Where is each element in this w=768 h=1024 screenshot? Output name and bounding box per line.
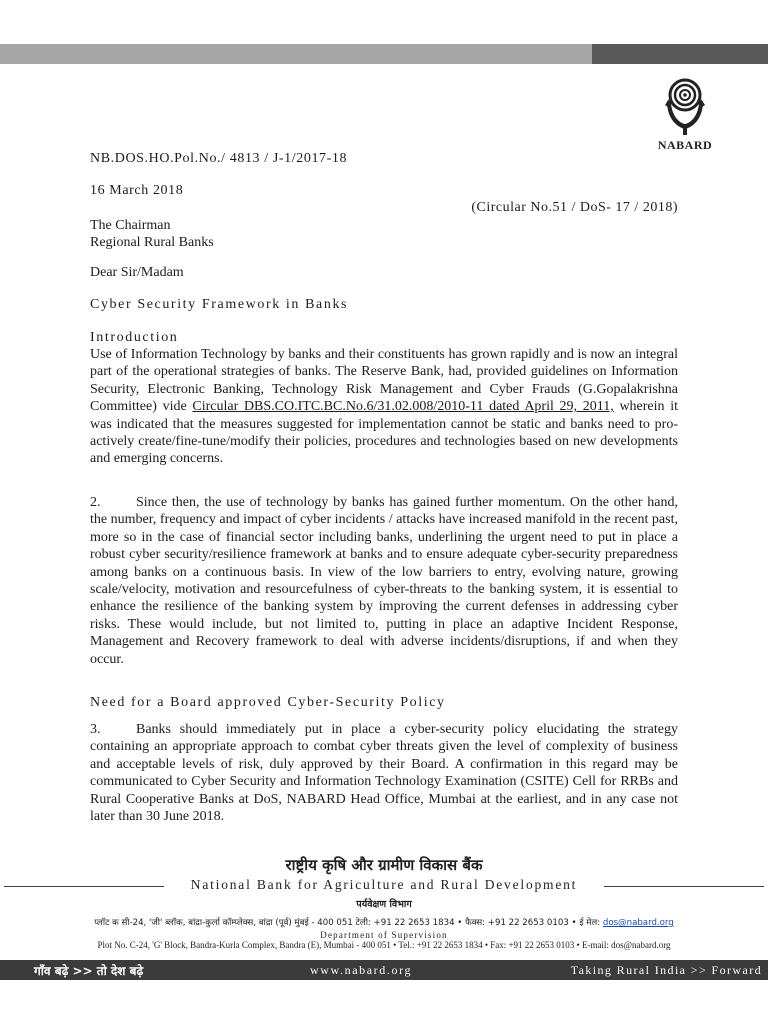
website-link[interactable]: www.nabard.org xyxy=(310,963,413,977)
paragraph-3-number: 3. xyxy=(90,722,101,737)
footer-department-hindi: पर्यवेक्षण विभाग xyxy=(356,899,412,910)
intro-text-2: wherein it was indicated that the measures suggested for implementation cannot be static and banks need to pro-actively create/fine-tune/modify their policies, procedures and technologies based on new developments and emerging concerns. xyxy=(90,399,679,467)
top-bar-light-segment xyxy=(0,44,592,64)
top-header-bar xyxy=(0,44,768,64)
footer-address-hindi xyxy=(0,916,768,928)
intro-paragraph xyxy=(90,346,678,468)
nabard-emblem-icon xyxy=(661,75,709,137)
paragraph-2-number: 2. xyxy=(90,495,101,510)
footer-address-hindi-text: प्लॉट क सी-24, 'जी' ब्लॉक, बांद्रा-कुर्ला कॉम्प्लेक्स, बांद्रा (पूर्व) मुंबई - 400 051 टेली: +91 22 2653 1834 • फैक्स: +91 22 2653 0103 • ई मेल: xyxy=(94,918,603,928)
bottom-footer-bar xyxy=(0,960,768,980)
footer-name-hindi: राष्ट्रीय कृषि और ग्रामीण विकास बैंक xyxy=(285,856,483,874)
circular-number: (Circular No.51 / DoS- 17 / 2018) xyxy=(471,200,678,215)
paragraph-3 xyxy=(90,721,678,825)
footer-department-english: Department of Supervision xyxy=(320,930,448,940)
slogan-hindi: गाँव बढ़े >> तो देश बढ़े xyxy=(34,964,144,978)
intro-heading: Introduction xyxy=(90,330,179,345)
nabard-logo xyxy=(650,75,720,155)
addressee-line-1: The Chairman xyxy=(90,218,171,233)
subject-line: Cyber Security Framework in Banks xyxy=(90,297,349,312)
addressee-line-2: Regional Rural Banks xyxy=(90,235,214,250)
footer-name-english: National Bank for Agriculture and Rural Development xyxy=(190,877,578,892)
slogan-english: Taking Rural India >> Forward xyxy=(570,963,762,977)
footer-address-english: Plot No. C-24, 'G' Block, Bandra-Kurla Complex, Bandra (E), Mumbai - 400 051 • Tel.: +91 22 2653 1834 • Fax: +91 22 2653 0103 • E-mail: dos@nabard.org xyxy=(97,940,671,950)
addressee-block xyxy=(90,217,214,251)
paragraph-3-text: Banks should immediately put in place a cyber-security policy elucidating the strategy containing an appropriate approach to combat cyber threats given the level of complexity of business and acceptable levels of risk, duly approved by their Board. A confirmation in this regard may be communicated to Cyber Security and Information Technology Examination (CSITE) Cell for RRBs and Rural Cooperative Banks at DoS, NABARD Head Office, Mumbai at the earliest, and in any case not later than 30 June 2018. xyxy=(90,722,678,825)
letter-date: 16 March 2018 xyxy=(90,183,184,198)
salutation: Dear Sir/Madam xyxy=(90,265,184,280)
paragraph-2 xyxy=(90,494,678,668)
logo-brand-text: NABARD xyxy=(657,138,713,152)
intro-text-1: Use of Information Technology by banks and their constituents has grown rapidly and is now an integral part of the operational strategies of banks. The Reserve Bank, had, provided guidelines on Information Security, Electronic Banking, Technology Risk Management and Cyber Frauds (G.Gopalakrishna Committee) vide xyxy=(90,347,678,415)
top-bar-dark-segment xyxy=(592,44,768,64)
board-policy-heading: Need for a Board approved Cyber-Security Policy xyxy=(90,695,446,710)
paragraph-2-text: Since then, the use of technology by banks has gained further momentum. On the other hand, the number, frequency and impact of cyber incidents / attacks have increased manifold in the recent past, more so in the case of financial sector including banks, underlining the urgent need to put in place a robust cyber security/resilience framework at banks and to ensure adequate cyber-security preparedness among banks on a continuous basis. In view of the low barriers to entry, evolving nature, growing scale/velocity, motivation and resourcefulness of cyber-threats to the banking system, it is essential to enhance the resilience of the banking system by improving the current defenses in addressing cyber risks. These would include, but not limited to, putting in place an adaptive Incident Response, Management and Recovery framework to deal with adverse incidents/disruptions, if and when they occur. xyxy=(90,495,678,667)
circular-link[interactable]: Circular DBS.CO.ITC.BC.No.6/31.02.008/2010-11 dated April 29, 2011, xyxy=(192,399,614,415)
footer-email-link[interactable]: dos@nabard.org xyxy=(602,918,674,928)
reference-number: NB.DOS.HO.Pol.No./ 4813 / J-1/2017-18 xyxy=(90,151,348,166)
